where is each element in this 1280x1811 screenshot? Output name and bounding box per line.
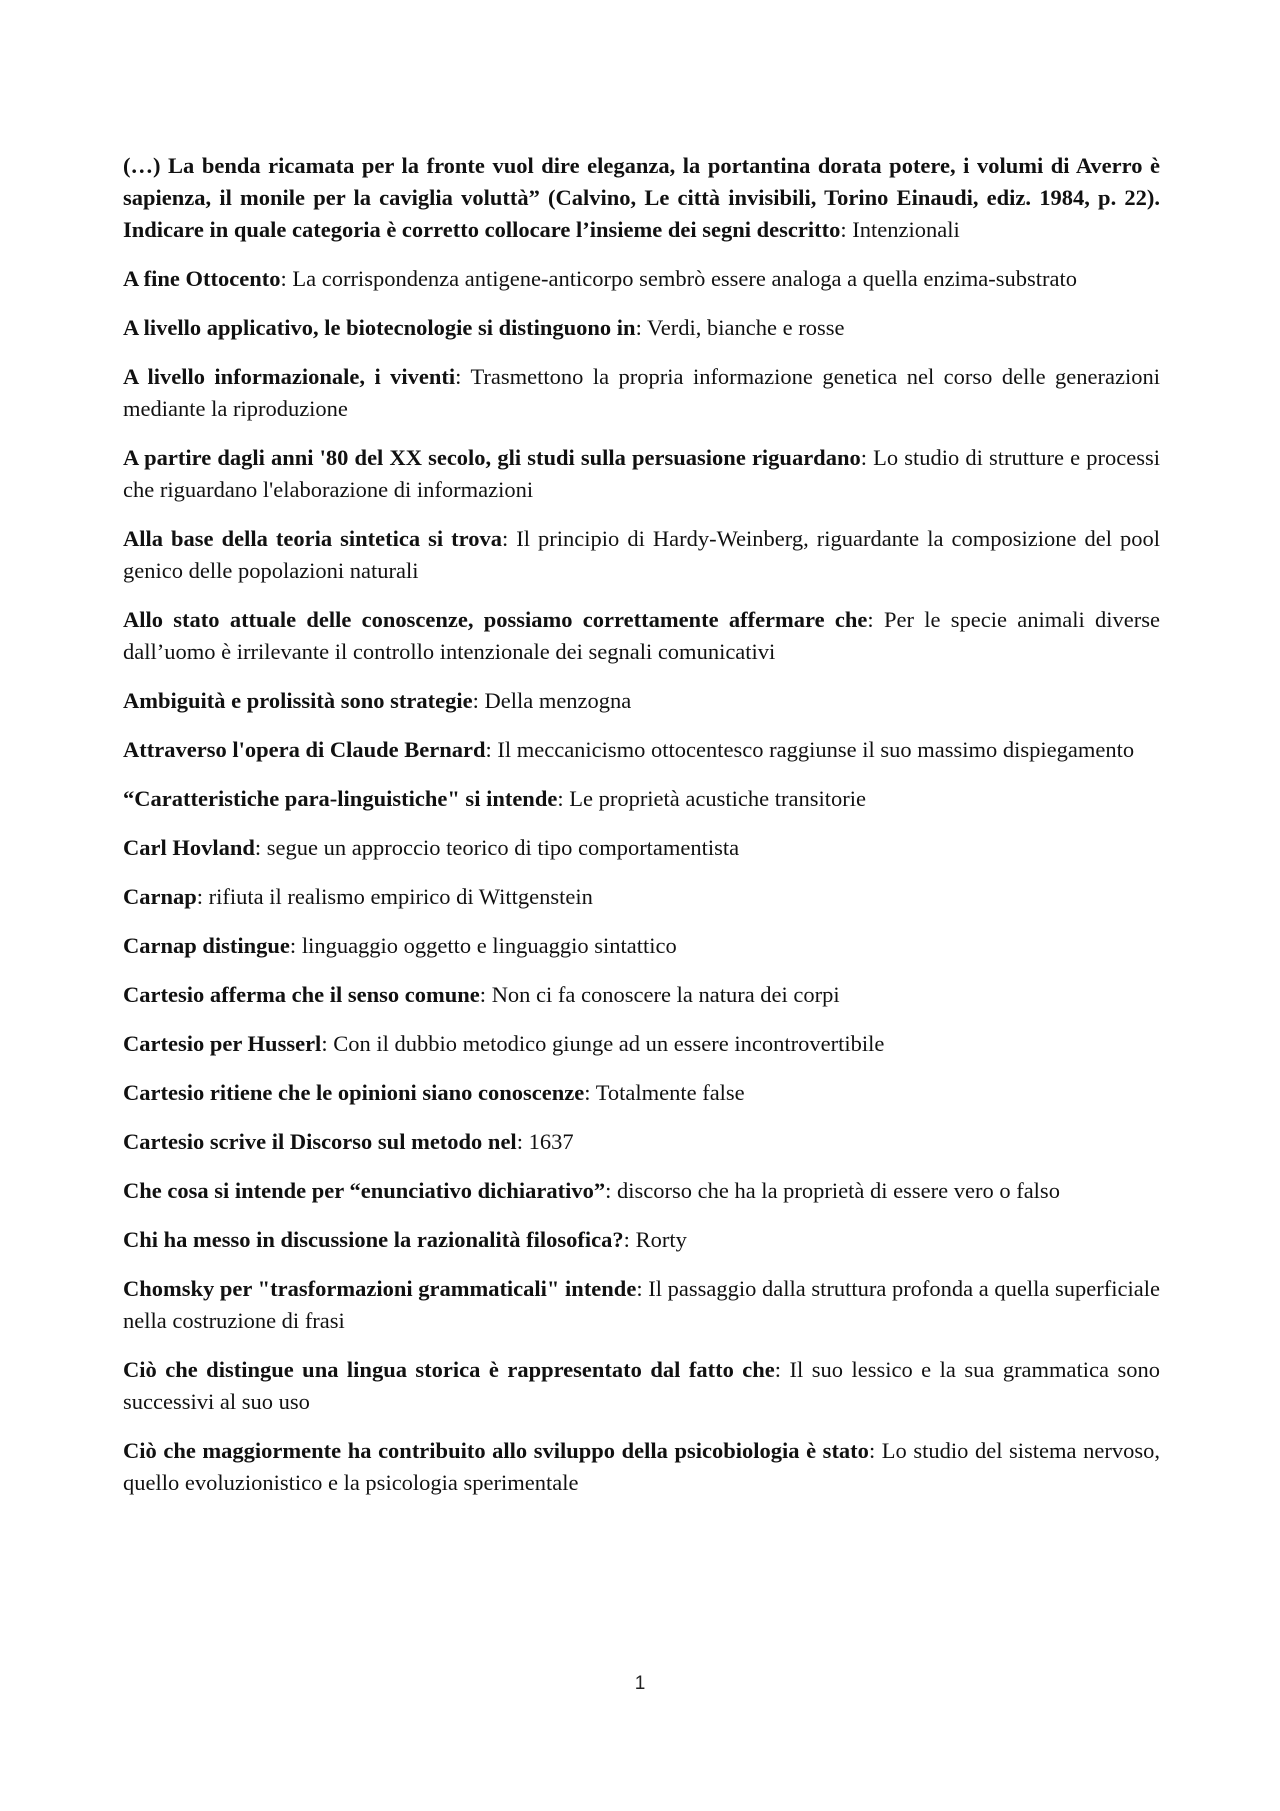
qa-entry: [123, 150, 1160, 246]
answer-text: Totalmente false: [595, 1080, 745, 1105]
qa-entry: [123, 1354, 1160, 1418]
answer-text: Della menzogna: [484, 688, 632, 713]
qa-entry: [123, 263, 1160, 295]
question-text: Ciò che maggiormente ha contribuito allo sviluppo della psicobiologia è stato: [123, 1438, 869, 1463]
answer-text: 1637: [528, 1129, 574, 1154]
answer-text: Con il dubbio metodico giunge ad un essere incontrovertibile: [333, 1031, 885, 1056]
qa-entry: [123, 1273, 1160, 1337]
answer-text: Il meccanicismo ottocentesco raggiunse il suo massimo dispiegamento: [497, 737, 1135, 762]
qa-entry: [123, 832, 1160, 864]
separator: :: [605, 1178, 617, 1203]
separator: :: [557, 786, 570, 811]
answer-text: Verdi, bianche e rosse: [647, 315, 845, 340]
question-text: Attraverso l'opera di Claude Bernard: [123, 737, 486, 762]
question-text: Carnap distingue: [123, 933, 290, 958]
answer-text: Intenzionali: [852, 217, 960, 242]
question-text: Cartesio scrive il Discorso sul metodo nel: [123, 1129, 517, 1154]
answer-text: Non ci fa conoscere la natura dei corpi: [491, 982, 840, 1007]
qa-entry: [123, 1126, 1160, 1158]
separator: :: [479, 982, 492, 1007]
separator: :: [868, 1438, 882, 1463]
question-text: Allo stato attuale delle conoscenze, possiamo correttamente affermare che: [123, 607, 868, 632]
qa-entry: [123, 685, 1160, 717]
separator: :: [774, 1357, 790, 1382]
separator: :: [860, 445, 874, 470]
answer-text: Il passaggio dalla struttura profonda a quella superficiale nella costruzione di frasi: [123, 1276, 1160, 1333]
separator: :: [472, 688, 485, 713]
qa-entry: [123, 1224, 1160, 1256]
question-text: Cartesio ritiene che le opinioni siano conoscenze: [123, 1080, 585, 1105]
separator: :: [280, 266, 293, 291]
qa-entry: [123, 312, 1160, 344]
answer-text: discorso che ha la proprietà di essere vero o falso: [616, 1178, 1060, 1203]
question-text: A livello applicativo, le biotecnologie si distinguono in: [123, 315, 636, 340]
answer-text: Le proprietà acustiche transitorie: [569, 786, 866, 811]
qa-entry: [123, 523, 1160, 587]
entries-list: [123, 150, 1160, 1516]
answer-text: Trasmettono la propria informazione genetica nel corso delle generazioni mediante la riproduzione: [123, 364, 1160, 421]
answer-text: Il principio di Hardy-Weinberg, riguardante la composizione del pool genico delle popolazioni naturali: [123, 526, 1160, 583]
qa-entry: [123, 734, 1160, 766]
question-text: “Caratteristiche para-linguistiche" si intende: [123, 786, 558, 811]
answer-text: Rorty: [635, 1227, 687, 1252]
answer-text: rifiuta il realismo empirico di Wittgenstein: [208, 884, 593, 909]
qa-entry: [123, 1175, 1160, 1207]
separator: :: [584, 1080, 596, 1105]
qa-entry: [123, 783, 1160, 815]
separator: :: [485, 737, 498, 762]
question-text: Alla base della teoria sintetica si trova: [123, 526, 502, 551]
question-text: A fine Ottocento: [123, 266, 281, 291]
question-text: Che cosa si intende per “enunciativo dichiarativo”: [123, 1178, 606, 1203]
question-text: A livello informazionale, i viventi: [123, 364, 456, 389]
qa-entry: [123, 361, 1160, 425]
qa-entry: [123, 930, 1160, 962]
qa-entry: [123, 881, 1160, 913]
separator: :: [501, 526, 517, 551]
answer-text: Per le specie animali diverse dall’uomo è irrilevante il controllo intenzionale dei segnali comunicativi: [123, 607, 1160, 664]
separator: :: [516, 1129, 529, 1154]
answer-text: Lo studio del sistema nervoso, quello evoluzionistico e la psicologia sperimentale: [123, 1438, 1160, 1495]
qa-entry: [123, 442, 1160, 506]
separator: :: [635, 315, 648, 340]
separator: :: [196, 884, 209, 909]
answer-text: linguaggio oggetto e linguaggio sintattico: [301, 933, 677, 958]
answer-text: segue un approccio teorico di tipo comportamentista: [266, 835, 740, 860]
question-text: Cartesio per Husserl: [123, 1031, 322, 1056]
question-text: (…) La benda ricamata per la fronte vuol dire eleganza, la portantina dorata potere, i volumi di Averro è sapienza, il monile per la caviglia voluttà” (Calvino, Le città invisibili, Torino Einaudi, ediz. 1984, p. 22). Indicare in quale categoria è corretto collocare l’insieme dei segni descritto: [123, 153, 1160, 242]
question-text: Ciò che distingue una lingua storica è rappresentato dal fatto che: [123, 1357, 775, 1382]
question-text: Carl Hovland: [123, 835, 255, 860]
answer-text: Il suo lessico e la sua grammatica sono successivi al suo uso: [123, 1357, 1160, 1414]
separator: :: [455, 364, 471, 389]
question-text: A partire dagli anni '80 del XX secolo, gli studi sulla persuasione riguardano: [123, 445, 861, 470]
question-text: Carnap: [123, 884, 197, 909]
separator: :: [840, 217, 853, 242]
question-text: Chomsky per "trasformazioni grammaticali" intende: [123, 1276, 637, 1301]
separator: :: [867, 607, 884, 632]
question-text: Ambiguità e prolissità sono strategie: [123, 688, 473, 713]
question-text: Cartesio afferma che il senso comune: [123, 982, 480, 1007]
question-text: Chi ha messo in discussione la razionalità filosofica?: [123, 1227, 624, 1252]
separator: :: [636, 1276, 649, 1301]
qa-entry: [123, 1028, 1160, 1060]
page-number: 1: [634, 1673, 646, 1694]
separator: :: [289, 933, 302, 958]
answer-text: Lo studio di strutture e processi che riguardano l'elaborazione di informazioni: [123, 445, 1160, 502]
qa-entry: [123, 979, 1160, 1011]
separator: :: [623, 1227, 636, 1252]
qa-entry: [123, 1077, 1160, 1109]
qa-entry: [123, 1435, 1160, 1499]
qa-entry: [123, 604, 1160, 668]
answer-text: La corrispondenza antigene-anticorpo sembrò essere analoga a quella enzima-substrato: [292, 266, 1078, 291]
separator: :: [254, 835, 267, 860]
separator: :: [321, 1031, 334, 1056]
